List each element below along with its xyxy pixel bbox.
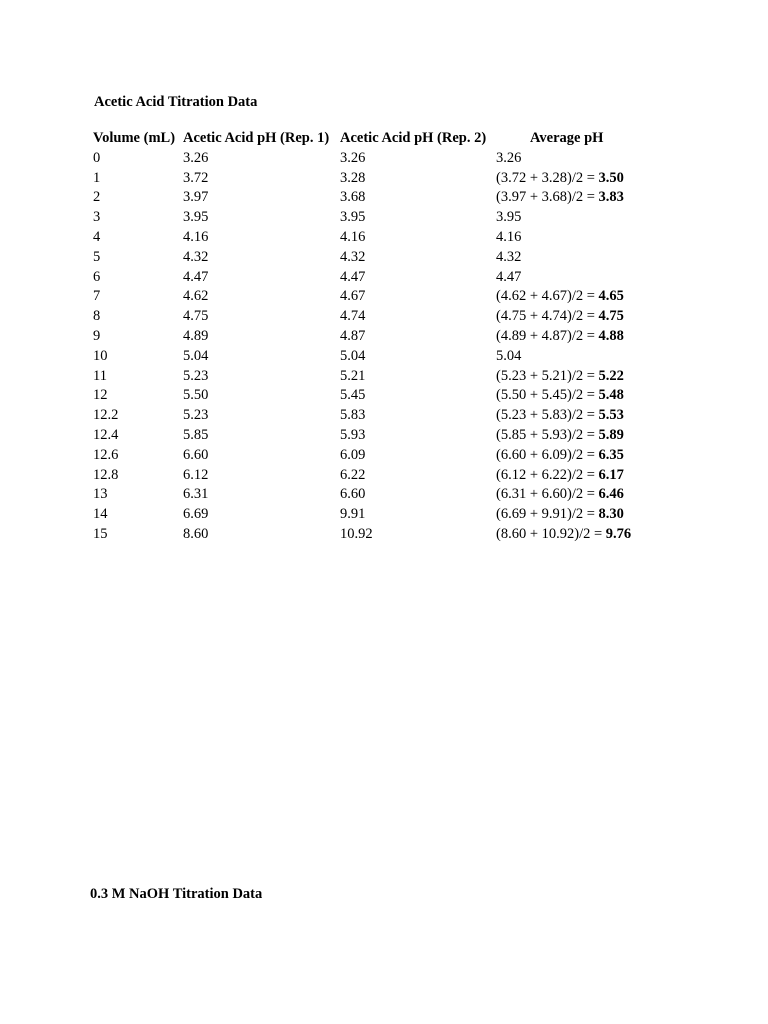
header-average: Average pH: [530, 130, 604, 146]
titration-table: [93, 129, 690, 545]
cell-rep1: 5.85: [183, 426, 209, 443]
cell-rep1: 6.31: [183, 486, 209, 503]
cell-volume: 11: [93, 367, 107, 384]
cell-rep2: 5.93: [340, 426, 366, 443]
cell-average: [496, 287, 690, 307]
cell-average: [496, 367, 690, 387]
cell-rep1: 5.23: [183, 407, 209, 424]
average-value: 3.83: [598, 189, 624, 206]
average-expression: (6.69 + 9.91)/2 =: [496, 506, 599, 523]
average-value: 4.65: [598, 288, 624, 305]
average-expression: (4.89 + 4.87)/2 =: [496, 327, 599, 344]
cell-volume: 3: [93, 209, 101, 226]
cell-rep1: 6.60: [183, 446, 209, 463]
cell-rep2: 6.60: [340, 486, 366, 503]
cell-rep2: 3.26: [340, 149, 366, 166]
average-expression: (3.72 + 3.28)/2 =: [496, 169, 599, 186]
cell-rep1: 6.69: [183, 506, 209, 523]
cell-rep1: 3.97: [183, 189, 209, 206]
table-row: [93, 149, 690, 169]
cell-average: [496, 485, 690, 505]
cell-rep2: 9.91: [340, 506, 366, 523]
cell-rep2: 5.21: [340, 367, 366, 384]
average-expression: (5.85 + 5.93)/2 =: [496, 426, 599, 443]
cell-volume: 8: [93, 308, 101, 325]
table-body: [93, 149, 690, 545]
header-rep2: Acetic Acid pH (Rep. 2): [340, 130, 487, 146]
cell-volume: 14: [93, 506, 108, 523]
cell-rep1: 5.50: [183, 387, 209, 404]
cell-rep2: 6.22: [340, 466, 366, 483]
cell-average: [496, 466, 690, 486]
cell-volume: 10: [93, 347, 108, 364]
cell-rep2: 4.47: [340, 268, 366, 285]
cell-volume: 12: [93, 387, 108, 404]
average-value: 3.50: [598, 169, 624, 186]
table-row: [93, 426, 690, 446]
cell-rep2: 3.68: [340, 189, 366, 206]
average-value: 8.30: [598, 506, 624, 523]
cell-rep2: 6.09: [340, 446, 366, 463]
document-title: Acetic Acid Titration Data: [94, 94, 258, 110]
cell-rep2: 10.92: [340, 525, 373, 542]
cell-volume: 1: [93, 169, 101, 186]
average-expression: (6.60 + 6.09)/2 =: [496, 446, 599, 463]
cell-average: [496, 248, 690, 268]
average-expression: 4.47: [496, 268, 522, 285]
table-row: [93, 367, 690, 387]
average-expression: 4.32: [496, 248, 522, 265]
average-expression: (4.75 + 4.74)/2 =: [496, 308, 599, 325]
average-expression: (5.23 + 5.21)/2 =: [496, 367, 599, 384]
average-expression: (4.62 + 4.67)/2 =: [496, 288, 599, 305]
cell-rep2: 4.32: [340, 248, 366, 265]
table-row: [93, 228, 690, 248]
cell-average: [496, 406, 690, 426]
average-value: 9.76: [605, 525, 632, 542]
table-row: [93, 188, 690, 208]
cell-rep1: 4.47: [183, 268, 209, 285]
header-volume: Volume (mL): [93, 130, 176, 146]
average-expression: (3.97 + 3.68)/2 =: [496, 189, 599, 206]
cell-rep1: 5.23: [183, 367, 209, 384]
average-value: 6.17: [598, 466, 624, 483]
cell-average: [496, 228, 690, 248]
cell-average: [496, 149, 690, 169]
cell-rep2: 4.74: [340, 308, 366, 325]
cell-rep2: 4.16: [340, 228, 366, 245]
table-row: [93, 505, 690, 525]
cell-rep2: 5.45: [340, 387, 366, 404]
cell-average: [496, 426, 690, 446]
cell-average: [496, 505, 690, 525]
table-row: [93, 446, 690, 466]
cell-rep2: 3.95: [340, 209, 366, 226]
cell-rep2: 5.83: [340, 407, 366, 424]
cell-volume: 0: [93, 149, 101, 166]
average-value: 5.48: [598, 387, 624, 404]
cell-volume: 15: [93, 525, 108, 542]
cell-average: [496, 347, 690, 367]
average-expression: 3.95: [496, 209, 522, 226]
average-expression: (5.50 + 5.45)/2 =: [496, 387, 599, 404]
cell-average: [496, 307, 690, 327]
table-row: [93, 466, 690, 486]
cell-average: [496, 446, 690, 466]
header-rep1: Acetic Acid pH (Rep. 1): [183, 130, 330, 146]
cell-volume: 12.6: [93, 446, 119, 463]
average-expression: 5.04: [496, 347, 522, 364]
cell-average: [496, 327, 690, 347]
cell-average: [496, 525, 690, 545]
average-expression: (5.23 + 5.83)/2 =: [496, 407, 599, 424]
average-value: 5.22: [598, 367, 624, 384]
average-value: 5.89: [598, 426, 624, 443]
cell-volume: 4: [93, 228, 101, 245]
table-row: [93, 307, 690, 327]
table-row: [93, 208, 690, 228]
cell-rep2: 4.87: [340, 327, 366, 344]
cell-rep1: 4.62: [183, 288, 209, 305]
cell-rep1: 5.04: [183, 347, 209, 364]
table-row: [93, 525, 690, 545]
cell-average: [496, 188, 690, 208]
average-value: 5.53: [598, 407, 624, 424]
average-expression: (8.60 + 10.92)/2 =: [496, 525, 606, 542]
table-header-row: [93, 129, 690, 149]
table-row: [93, 406, 690, 426]
cell-volume: 12.8: [93, 466, 119, 483]
section-title-naoh: 0.3 M NaOH Titration Data: [90, 886, 263, 902]
average-expression: 3.26: [496, 149, 522, 166]
table-row: [93, 287, 690, 307]
table-row: [93, 386, 690, 406]
table-row: [93, 169, 690, 189]
table-row: [93, 347, 690, 367]
table-row: [93, 327, 690, 347]
average-value: 4.75: [598, 308, 624, 325]
cell-rep2: 4.67: [340, 288, 366, 305]
cell-volume: 12.2: [93, 407, 119, 424]
cell-average: [496, 169, 690, 189]
cell-rep1: 4.16: [183, 228, 209, 245]
cell-rep1: 4.89: [183, 327, 209, 344]
average-value: 6.46: [598, 486, 624, 503]
cell-volume: 7: [93, 288, 101, 305]
cell-volume: 6: [93, 268, 101, 285]
cell-volume: 13: [93, 486, 108, 503]
average-value: 6.35: [598, 446, 624, 463]
cell-volume: 5: [93, 248, 101, 265]
cell-rep1: 6.12: [183, 466, 209, 483]
cell-volume: 9: [93, 327, 101, 344]
table-row: [93, 248, 690, 268]
average-expression: 4.16: [496, 228, 522, 245]
cell-rep2: 5.04: [340, 347, 366, 364]
cell-rep1: 4.75: [183, 308, 209, 325]
table-header: [93, 129, 690, 149]
table-row: [93, 268, 690, 288]
cell-rep2: 3.28: [340, 169, 366, 186]
cell-rep1: 8.60: [183, 525, 209, 542]
cell-rep1: 3.72: [183, 169, 209, 186]
cell-volume: 12.4: [93, 426, 119, 443]
cell-average: [496, 208, 690, 228]
average-value: 4.88: [598, 327, 624, 344]
cell-rep1: 4.32: [183, 248, 209, 265]
average-expression: (6.31 + 6.60)/2 =: [496, 486, 599, 503]
cell-average: [496, 386, 690, 406]
cell-volume: 2: [93, 189, 101, 206]
cell-rep1: 3.95: [183, 209, 209, 226]
table-row: [93, 485, 690, 505]
cell-rep1: 3.26: [183, 149, 209, 166]
average-expression: (6.12 + 6.22)/2 =: [496, 466, 599, 483]
cell-average: [496, 268, 690, 288]
